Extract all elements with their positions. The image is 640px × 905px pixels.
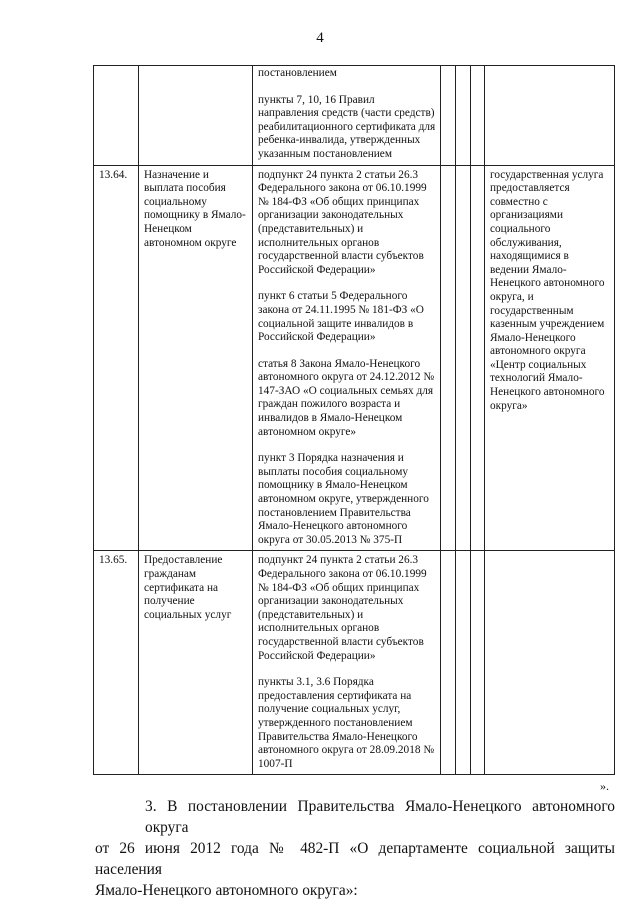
service-name-cell [139,66,253,166]
basis-paragraph: статья 8 Закона Ямало-Ненецкого автономного округа от 24.12.2012 № 147-ЗАО «О социальных семьях для граждан пожилого возраста и инвалидов в Ямало-Ненецком автономном округе» [258,357,435,438]
row-number-cell: 13.64. [94,165,139,551]
table-row-13-64 [94,165,615,551]
note-cell [485,66,615,166]
basis-paragraph: постановлением [258,67,337,79]
basis-paragraph: пункт 6 статьи 5 Федерального закона от 24.11.1995 № 181-ФЗ «О социальной защите инвалидов в Российской Федерации» [258,290,424,344]
table-row-13-65 [94,551,615,775]
service-name-cell: Назначение и выплата пособия социальному помощнику в Ямало-Ненецком автономном округе [139,165,253,551]
legal-basis-cell [253,551,441,775]
table-closing-mark: ». [600,779,609,793]
narrow-cell [471,66,485,166]
narrow-cell [456,66,471,166]
narrow-cell [456,165,471,551]
table-row-continuation [94,66,615,166]
basis-paragraph: подпункт 24 пункта 2 статьи 26.3 Федерального закона от 06.10.1999 № 184-ФЗ «Об общих принципах организации законодательных (представительных) и исполнительных органов государственной власти субъектов Российской Федерации» [258,168,427,276]
service-name-cell: Предоставление гражданам сертификата на получение социальных услуг [139,551,253,775]
note-cell: государственная услуга предоставляется совместно с организациями социального обслуживания, находящимися в ведении Ямало-Ненецкого автономного округа, и государственным казенным учреждением Ямало-Ненецкого автономного округа «Центр социальных технологий Ямало-Ненецкого автономного округа» [485,165,615,551]
legal-basis-cell [253,66,441,166]
body-paragraph [95,796,615,901]
basis-paragraph: пункты 3.1, 3.6 Порядка предоставления сертификата на получение социальных услуг, утвержденного постановлением Правительства Ямало-Ненецкого автономного округа от 28.09.2018 № 1007-П [258,676,435,770]
narrow-cell [471,165,485,551]
basis-paragraph: пункт 3 Порядка назначения и выплаты пособия социальному помощнику в Ямало-Ненецком автономном округе, утвержденного постановлением Правительства Ямало-Ненецкого автономного округа от 30.05.2013 № 375-П [258,452,429,546]
body-line: 3. В постановлении Правительства Ямало-Ненецкого автономного округа [145,798,615,836]
narrow-cell [456,551,471,775]
narrow-cell [441,66,456,166]
note-cell [485,551,615,775]
legal-basis-cell [253,165,441,551]
narrow-cell [441,165,456,551]
basis-paragraph: подпункт 24 пункта 2 статьи 26.3 Федерального закона от 06.10.1999 № 184-ФЗ «Об общих принципах организации законодательных (представительных) и исполнительных органов государственной власти субъектов Российской Федерации» [258,554,427,662]
body-line: Ямало-Ненецкого автономного округа»: [95,882,358,899]
narrow-cell [471,551,485,775]
narrow-cell [441,551,456,775]
body-line: от 26 июня 2012 года № 482-П «О департаменте социальной защиты населения [95,840,615,878]
row-number-cell: 13.65. [94,551,139,775]
page-number: 4 [316,30,324,46]
row-number-cell [94,66,139,166]
basis-paragraph: пункты 7, 10, 16 Правил направления средств (части средств) реабилитационного сертификата для ребенка-инвалида, утвержденных указанным постановлением [258,93,436,160]
services-table [93,65,615,775]
